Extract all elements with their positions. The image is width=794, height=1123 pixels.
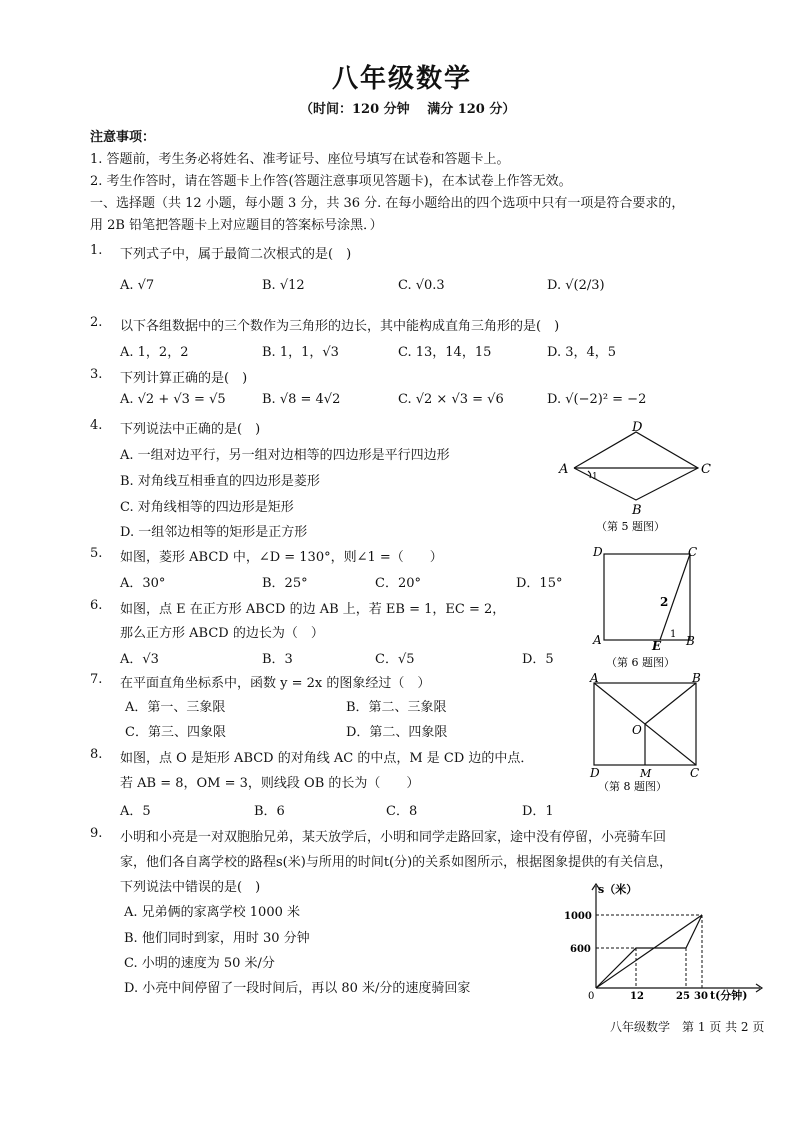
question-number: 3.: [90, 367, 103, 382]
figure-caption: （第 5 题图）: [596, 520, 665, 533]
question-stem: 下列说法中正确的是( ): [120, 422, 261, 437]
option-c: C. √2 × √3 = √6: [398, 392, 504, 407]
option-d: D．15°: [516, 576, 563, 591]
option-c: C．8: [386, 804, 418, 819]
figure-caption: （第 6 题图）: [606, 656, 675, 669]
option-c: C. 对角线相等的四边形是矩形: [120, 500, 294, 515]
option-b: B．6: [254, 804, 285, 819]
y-axis-label: s（米）: [598, 883, 638, 896]
y-tick-label: 600: [570, 944, 591, 955]
question-stem-cont: 家，他们各自离学校的路程s(米)与所用的时间t(分)的关系如图所示，根据图象提供的有关信息，: [120, 855, 673, 870]
option-a: A．√3: [120, 652, 159, 667]
question-stem-cont: 若 AB = 8，OM = 3，则线段 OB 的长为（ ）: [120, 776, 420, 791]
question-number: 2.: [90, 315, 103, 330]
x-tick-label: 12: [630, 991, 644, 1002]
option-a: A. √2 + √3 = √5: [120, 392, 226, 407]
notice-heading: 注意事项：: [90, 130, 156, 145]
option-b: B．25°: [262, 576, 308, 591]
figure-8: [586, 671, 706, 793]
option-a: A．5: [120, 804, 151, 819]
option-a: A. 兄弟俩的家离学校 1000 米: [124, 905, 301, 920]
question-number: 6.: [90, 598, 103, 613]
question-number: 1.: [90, 243, 103, 258]
page-footer: 八年级数学 第 1 页 共 2 页: [610, 1020, 765, 1034]
label-a: A: [590, 671, 599, 685]
option-d: D. 一组邻边相等的矩形是正方形: [120, 525, 308, 540]
option-c: C．√5: [375, 652, 415, 667]
x-axis-label: t(分钟): [710, 989, 748, 1002]
page-title: 八年级数学: [332, 64, 473, 94]
section-heading: 用 2B 铅笔把答题卡上对应题目的答案标号涂黑．）: [90, 218, 383, 233]
question-number: 7.: [90, 672, 103, 687]
figure-caption: （第 8 题图）: [598, 780, 667, 793]
angle-label: 1: [592, 472, 598, 482]
option-b: B. 1，1，√3: [262, 345, 339, 360]
option-b: B. 他们同时到家，用时 30 分钟: [124, 931, 310, 946]
question-stem-cont: 下列说法中错误的是( ): [120, 880, 261, 895]
option-c: C. √0.3: [398, 278, 445, 293]
question-stem: 如图，点 O 是矩形 ABCD 的对角线 AC 的中点，M 是 CD 边的中点．: [120, 751, 534, 766]
label-b: B: [686, 634, 695, 648]
x-tick-label: 25: [676, 991, 690, 1002]
exam-info: （时间：120 分钟 满分 120 分）: [300, 102, 516, 117]
option-c: C．第三、四象限: [125, 725, 226, 740]
question-stem: 以下各组数据中的三个数作为三角形的边长，其中能构成直角三角形的是( ): [120, 319, 560, 334]
option-b: B. 对角线互相垂直的四边形是菱形: [120, 474, 320, 489]
option-a: A. 一组对边平行，另一组对边相等的四边形是平行四边形: [120, 448, 450, 463]
figure-9-graph: [560, 880, 770, 1002]
question-stem: 小明和小亮是一对双胞胎兄弟，某天放学后，小明和同学走路回家，途中没有停留，小亮骑车回: [120, 830, 667, 845]
y-tick-label: 1000: [564, 911, 592, 922]
label-c: C: [690, 766, 700, 780]
origin-label: 0: [588, 991, 595, 1002]
section-heading: 一、选择题（共 12 小题，每小题 3 分，共 36 分. 在每小题给出的四个选项中只有一项是符合要求的，: [90, 196, 685, 211]
question-stem: 下列计算正确的是( ): [120, 371, 248, 386]
segment-label-eb: 1: [670, 629, 677, 640]
option-d: D．1: [522, 804, 554, 819]
label-a: A: [559, 462, 569, 477]
label-c: C: [701, 462, 711, 477]
option-b: B．第二、三象限: [346, 700, 447, 715]
segment-label-ec: 2: [660, 595, 669, 609]
question-stem-cont: 那么正方形 ABCD 的边长为（ ）: [120, 626, 324, 641]
question-stem: 如图，菱形 ABCD 中，∠D = 130°，则∠1 =（ ）: [120, 550, 443, 565]
option-b: B．3: [262, 652, 293, 667]
option-d: D. 小亮中间停留了一段时间后，再以 80 米/分的速度骑回家: [124, 981, 471, 996]
notice-item: 2. 考生作答时，请在答题卡上作答(答题注意事项见答题卡)，在本试卷上作答无效。: [90, 174, 572, 189]
option-c: C. 13，14，15: [398, 345, 492, 360]
label-a: A: [593, 633, 602, 647]
xiaoming-line: [596, 915, 702, 988]
x-tick-label: 30: [694, 991, 708, 1002]
question-number: 8.: [90, 747, 103, 762]
label-o: O: [632, 723, 642, 737]
option-a: A. 1，2，2: [120, 345, 189, 360]
figure-6: [590, 544, 710, 670]
label-b: B: [692, 671, 701, 685]
figure-5: [556, 418, 716, 534]
label-m: M: [640, 767, 652, 780]
label-d: D: [593, 545, 603, 559]
option-d: D. 3，4，5: [547, 345, 617, 360]
option-a: A. √7: [120, 278, 155, 293]
question-number: 4.: [90, 418, 103, 433]
label-d: D: [590, 766, 600, 780]
option-a: A．30°: [120, 576, 166, 591]
option-a: A．第一、三象限: [125, 700, 226, 715]
question-stem: 下列式子中，属于最简二次根式的是( ): [120, 247, 352, 262]
option-c: C．20°: [375, 576, 421, 591]
question-number: 9.: [90, 826, 103, 841]
question-number: 5.: [90, 546, 103, 561]
option-d: D．5: [522, 652, 554, 667]
label-c: C: [688, 545, 698, 559]
question-stem: 如图，点 E 在正方形 ABCD 的边 AB 上，若 EB = 1，EC = 2，: [120, 602, 506, 617]
notice-item: 1. 答题前，考生务必将姓名、准考证号、座位号填写在试卷和答题卡上。: [90, 152, 510, 167]
question-stem: 在平面直角坐标系中，函数 y = 2x 的图象经过（ ）: [120, 676, 431, 691]
label-b: B: [632, 503, 642, 518]
option-b: B. √8 = 4√2: [262, 392, 341, 407]
label-d: D: [632, 420, 643, 435]
option-d: D．第二、四象限: [346, 725, 448, 740]
label-e: E: [652, 639, 662, 653]
option-d: D. √(−2)² = −2: [547, 392, 647, 407]
option-b: B. √12: [262, 278, 305, 293]
option-c: C. 小明的速度为 50 米/分: [124, 956, 275, 971]
option-d: D. √(2/3): [547, 278, 605, 293]
